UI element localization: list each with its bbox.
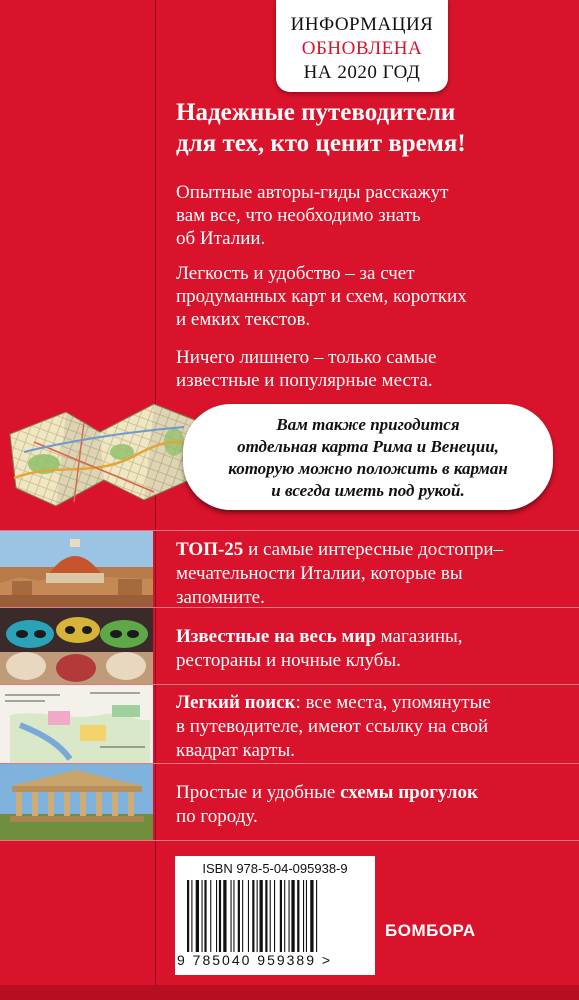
greek-temple-image: [0, 764, 153, 840]
badge-line-1: ИНФОРМАЦИЯ: [290, 14, 434, 35]
barcode-bar: [231, 880, 232, 952]
callout-line: отдельная карта Рима и Венеции,: [237, 437, 499, 456]
barcode-bar: [280, 880, 282, 952]
text-line: продуманных карт и схем, коротких: [176, 286, 467, 307]
text-line: об Италии.: [176, 228, 266, 249]
barcode-bar: [316, 880, 317, 952]
text-line: известные и популярные места.: [176, 370, 433, 391]
barcode-bar: [252, 880, 254, 952]
barcode-bar: [289, 880, 290, 952]
barcode-bars: [187, 880, 363, 952]
headline-line-2: для тех, кто ценит время!: [176, 130, 466, 157]
feature-text: запомните.: [176, 587, 265, 608]
callout-line: которую можно положить в карман: [228, 459, 508, 478]
intro-paragraph-essentials: [176, 346, 566, 392]
text-line: Ничего лишнего – только самые: [176, 347, 437, 368]
feature-bold: схемы прогулок: [340, 782, 479, 803]
barcode-bar: [303, 880, 304, 952]
barcode-bar: [187, 880, 189, 952]
feature-text: в путеводителе, имеют ссылку на свой: [176, 716, 489, 737]
isbn-barcode: [175, 856, 375, 975]
callout-line: и всегда иметь под рукой.: [271, 481, 465, 500]
feature-search: [176, 691, 571, 763]
intro-paragraph-convenience: [176, 262, 566, 331]
feature-text: Простые и удобные: [176, 782, 341, 803]
feature-top25: [176, 538, 571, 610]
barcode-bar: [274, 880, 275, 952]
barcode-bar: [242, 880, 243, 952]
barcode-number: 9 785040 959389 >: [177, 952, 333, 968]
venetian-masks-image: [0, 608, 153, 684]
barcode-bar: [270, 880, 271, 952]
headline: [176, 97, 571, 159]
divider: [0, 840, 579, 841]
text-line: Опытные авторы-гиды расскажут: [176, 182, 449, 203]
barcode-bar: [210, 880, 211, 952]
feature-text: квадрат карты.: [176, 740, 295, 761]
feature-bold: ТОП-25: [176, 539, 244, 560]
isbn-text: ISBN 978-5-04-095938-9: [202, 861, 348, 876]
feature-shops: [176, 625, 571, 673]
bottom-band: [0, 985, 579, 1000]
barcode-bar: [196, 880, 199, 952]
barcode-bar: [310, 880, 313, 952]
feature-text: магазины,: [375, 626, 463, 647]
intro-paragraph-authors: [176, 181, 566, 250]
feature-bold: Легкий поиск: [176, 692, 296, 713]
barcode-bar: [202, 880, 203, 952]
badge-line-3: НА 2020 ГОД: [303, 62, 421, 83]
barcode-bar: [265, 880, 267, 952]
barcode-bar: [248, 880, 249, 952]
map-diagram-image: [0, 685, 153, 763]
folded-map-image: [4, 382, 204, 522]
barcode-bar: [260, 880, 263, 952]
map-callout: [183, 404, 553, 510]
text-line: вам все, что необходимо знать: [176, 205, 421, 226]
publisher-logo-text: БОМБОРА: [385, 921, 476, 940]
barcode-bar: [297, 880, 299, 952]
barcode-bar: [204, 880, 206, 952]
text-line: и емких текстов.: [176, 309, 311, 330]
barcode-bar: [233, 880, 234, 952]
barcode-bar: [257, 880, 258, 952]
feature-walks: [176, 781, 571, 829]
headline-line-1: Надежные путеводители: [176, 99, 456, 126]
feature-text: и самые интересные достопри–: [243, 539, 504, 560]
feature-text: рестораны и ночные клубы.: [176, 650, 401, 671]
badge-line-2: ОБНОВЛЕНА: [301, 38, 423, 59]
barcode-bar: [238, 880, 240, 952]
text-line: Легкость и удобство – за счет: [176, 263, 415, 284]
barcode-bar: [284, 880, 285, 952]
florence-duomo-image: [0, 531, 153, 607]
callout-line: Вам также пригодится: [276, 415, 460, 434]
info-badge: [276, 0, 448, 92]
feature-text: по городу.: [176, 806, 258, 827]
feature-bold: Известные на весь мир: [176, 626, 376, 647]
barcode-bar: [191, 880, 192, 952]
feature-text: : все места, упомянутые: [295, 692, 491, 713]
barcode-bar: [216, 880, 217, 952]
feature-text: мечательности Италии, которые вы: [176, 563, 463, 584]
barcode-bar: [223, 880, 226, 952]
barcode-bar: [291, 880, 294, 952]
callout-text: [183, 414, 553, 502]
barcode-bar: [306, 880, 307, 952]
barcode-bar: [219, 880, 221, 952]
